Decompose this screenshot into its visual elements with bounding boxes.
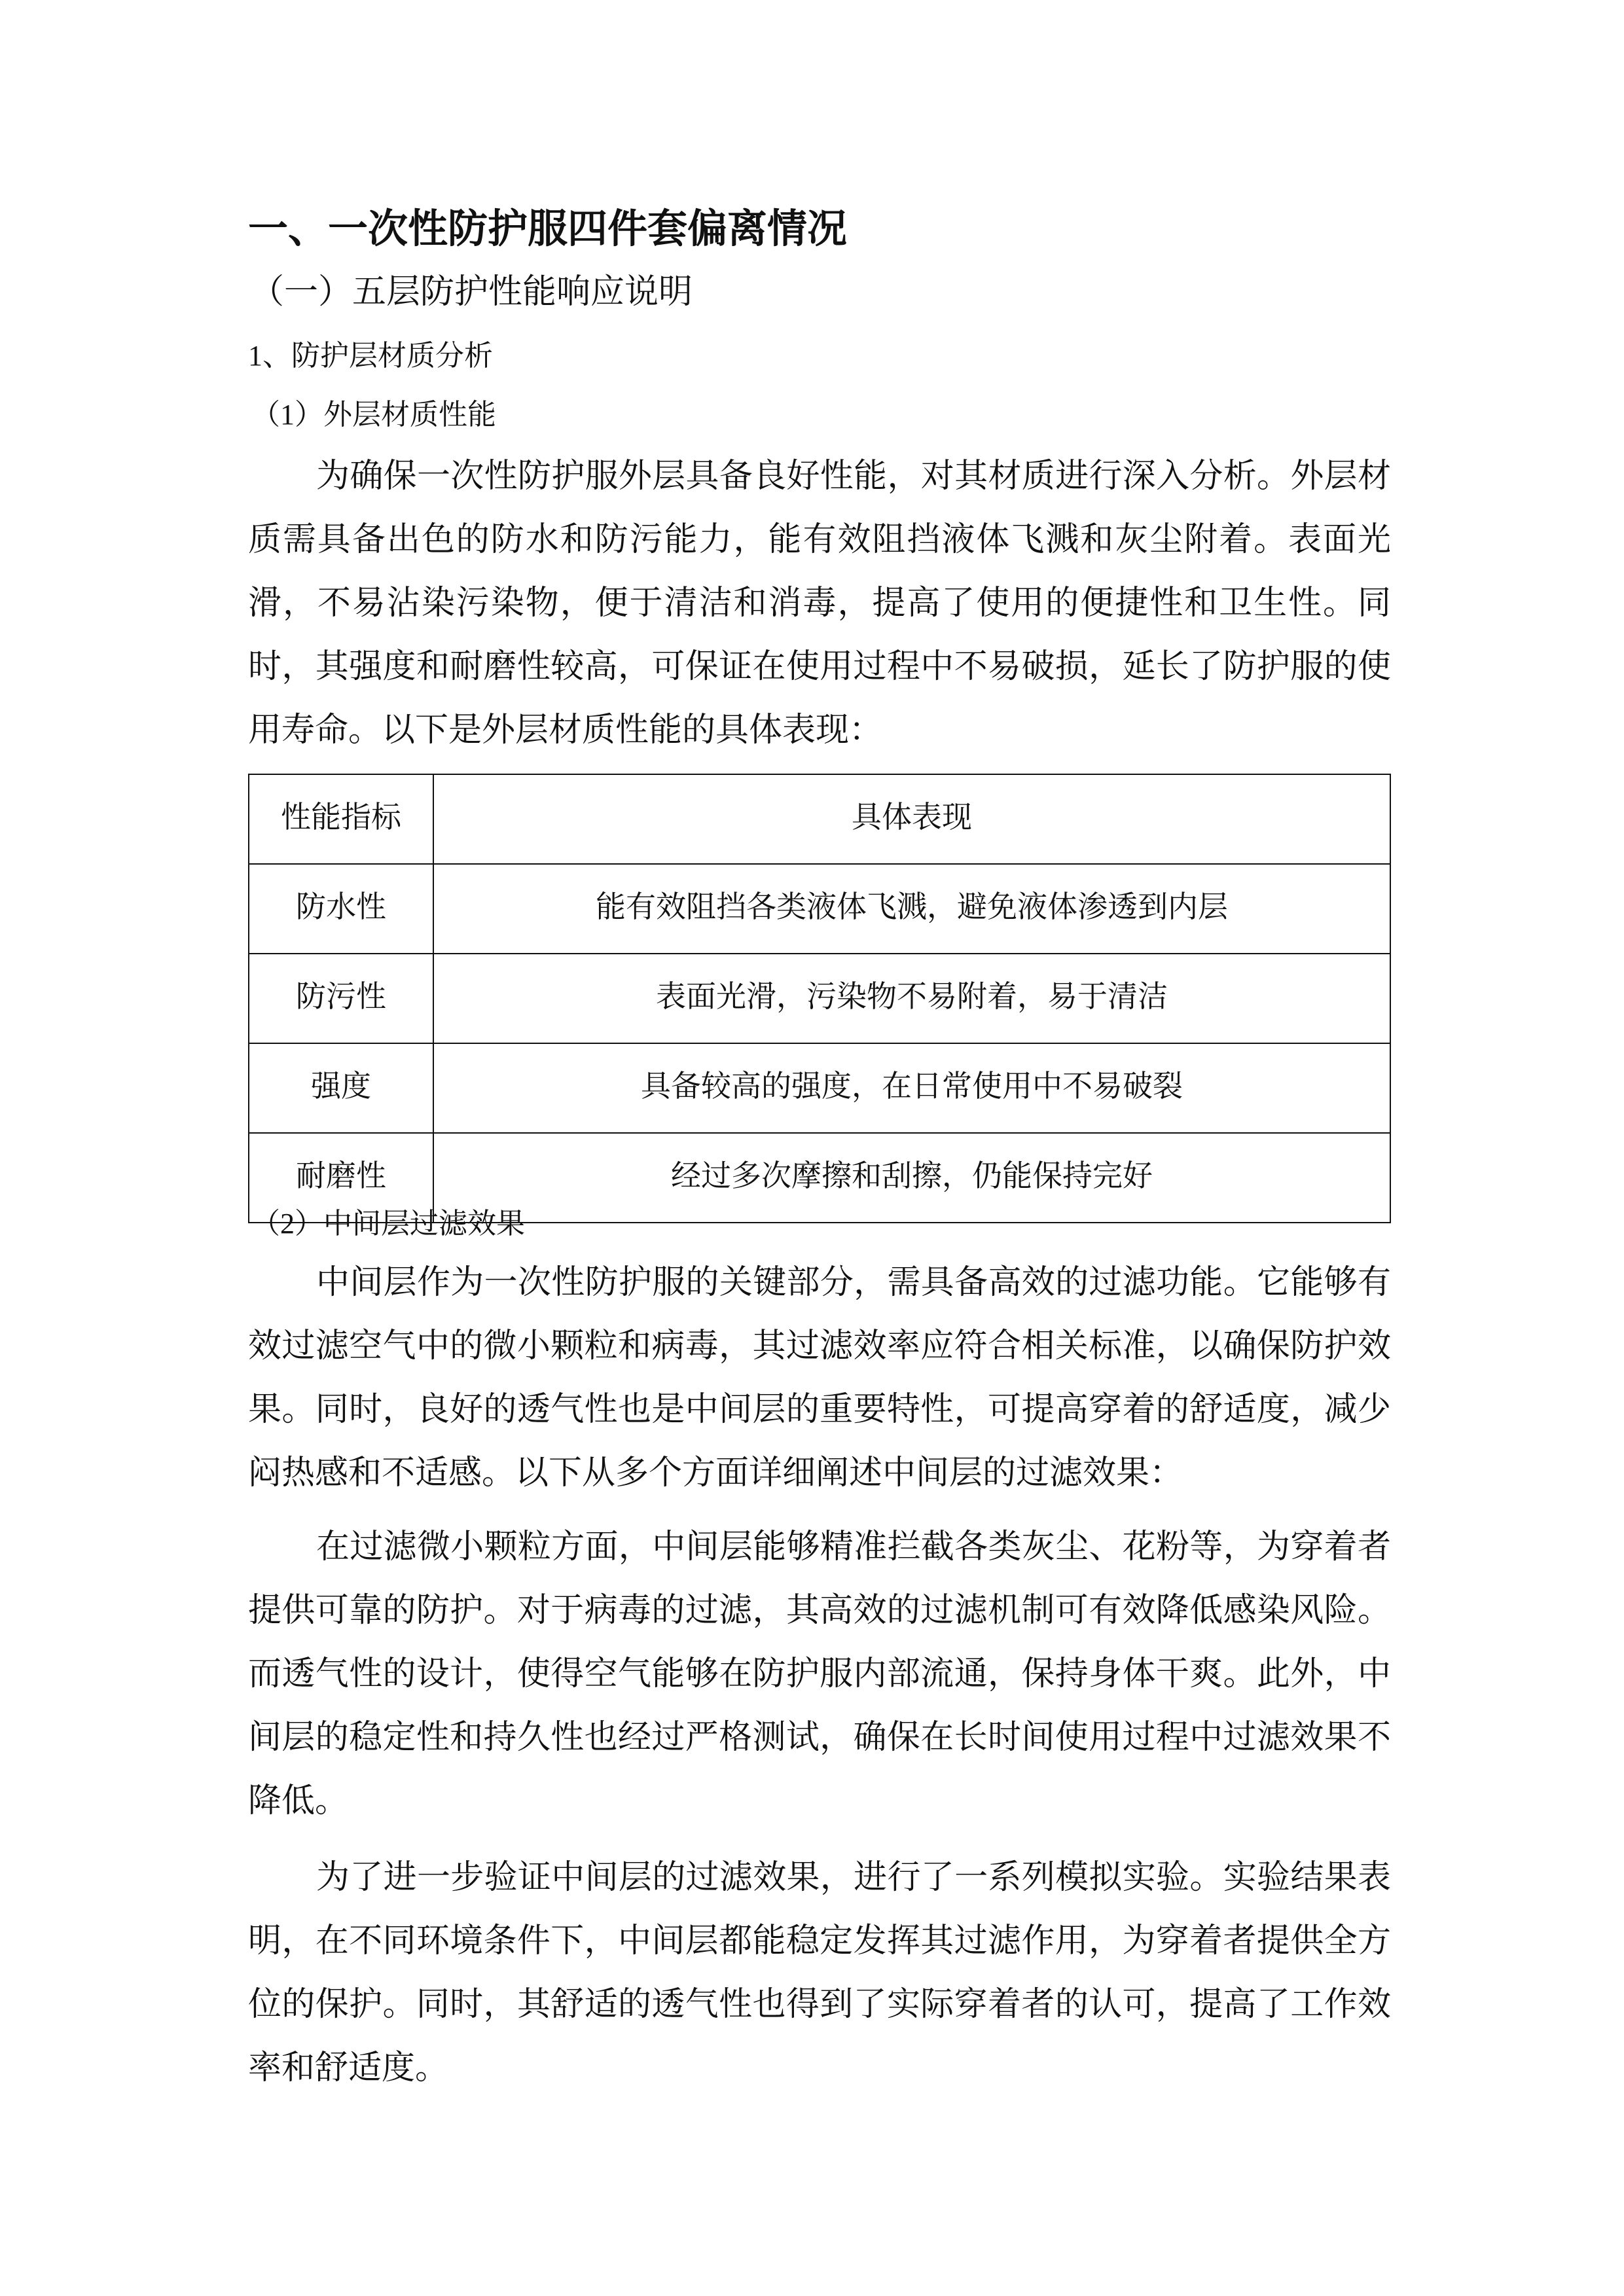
table-cell: 能有效阻挡各类液体飞溅，避免液体渗透到内层 xyxy=(433,864,1390,954)
text-line: 率和舒适度。 xyxy=(248,2050,449,2087)
text-line: 明，在不同环境条件下，中间层都能稳定发挥其过滤作用，为穿着者提供全方 xyxy=(248,1923,1391,1960)
table-row xyxy=(249,954,1390,1043)
table-row xyxy=(249,864,1390,954)
text-line: 质需具备出色的防水和防污能力，能有效阻挡液体飞溅和灰尘附着。表面光 xyxy=(248,522,1391,558)
paragraph-middle-layer-3 xyxy=(248,1846,1391,2100)
header-cell: 具体表现 xyxy=(433,774,1390,864)
text-line: 时，其强度和耐磨性较高，可保证在使用过程中不易破损，延长了防护服的使 xyxy=(248,649,1391,685)
text-line: 在过滤微小颗粒方面，中间层能够精准拦截各类灰尘、花粉等，为穿着者 xyxy=(316,1529,1391,1566)
section-heading: （一）五层防护性能响应说明 xyxy=(250,274,693,311)
text-line: 而透气性的设计，使得空气能够在防护服内部流通，保持身体干爽。此外，中 xyxy=(248,1656,1391,1693)
document-title: 一、一次性防护服四件套偏离情况 xyxy=(248,206,848,252)
table-cell: 经过多次摩擦和刮擦，仍能保持完好 xyxy=(433,1133,1390,1223)
text-line: 用寿命。以下是外层材质性能的具体表现： xyxy=(248,712,883,749)
table-cell: 防污性 xyxy=(249,954,433,1043)
table-cell: 强度 xyxy=(249,1043,433,1133)
text-line: 为确保一次性防护服外层具备良好性能，对其材质进行深入分析。外层材 xyxy=(316,458,1391,495)
text-line: 提供可靠的防护。对于病毒的过滤，其高效的过滤机制可有效降低感染风险。 xyxy=(248,1592,1391,1629)
paragraph-middle-layer-2 xyxy=(248,1516,1391,1833)
text-line: 位的保护。同时，其舒适的透气性也得到了实际穿着者的认可，提高了工作效 xyxy=(248,1986,1391,2023)
table-cell: 具备较高的强度，在日常使用中不易破裂 xyxy=(433,1043,1390,1133)
table-row xyxy=(249,1043,1390,1133)
subsection-heading: 1、防护层材质分析 xyxy=(248,340,493,372)
text-line: 闷热感和不适感。以下从多个方面详细阐述中间层的过滤效果： xyxy=(248,1455,1183,1492)
outer-layer-performance-table xyxy=(248,774,1391,1223)
text-line: 滑，不易沾染污染物，便于清洁和消毒，提高了使用的便捷性和卫生性。同 xyxy=(248,585,1391,622)
text-line: 中间层作为一次性防护服的关键部分，需具备高效的过滤功能。它能够有 xyxy=(316,1265,1391,1301)
paragraph-outer-layer xyxy=(248,445,1391,762)
item-heading-outer-layer: （1）外层材质性能 xyxy=(251,399,496,431)
text-line: 降低。 xyxy=(248,1783,349,1820)
table-header-row xyxy=(249,774,1390,864)
text-line: 为了进一步验证中间层的过滤效果，进行了一系列模拟实验。实验结果表 xyxy=(316,1859,1391,1896)
text-line: 间层的稳定性和持久性也经过严格测试，确保在长时间使用过程中过滤效果不 xyxy=(248,1719,1391,1756)
table-cell: 防水性 xyxy=(249,864,433,954)
table-cell: 表面光滑，污染物不易附着，易于清洁 xyxy=(433,954,1390,1043)
paragraph-middle-layer-1 xyxy=(248,1251,1391,1505)
header-cell: 性能指标 xyxy=(249,774,433,864)
item-heading-middle-layer: （2）中间层过滤效果 xyxy=(251,1208,525,1240)
text-line: 效过滤空气中的微小颗粒和病毒，其过滤效率应符合相关标准，以确保防护效 xyxy=(248,1328,1391,1365)
text-line: 果。同时，良好的透气性也是中间层的重要特性，可提高穿着的舒适度，减少 xyxy=(248,1391,1391,1428)
table-cell: 耐磨性 xyxy=(249,1133,433,1223)
